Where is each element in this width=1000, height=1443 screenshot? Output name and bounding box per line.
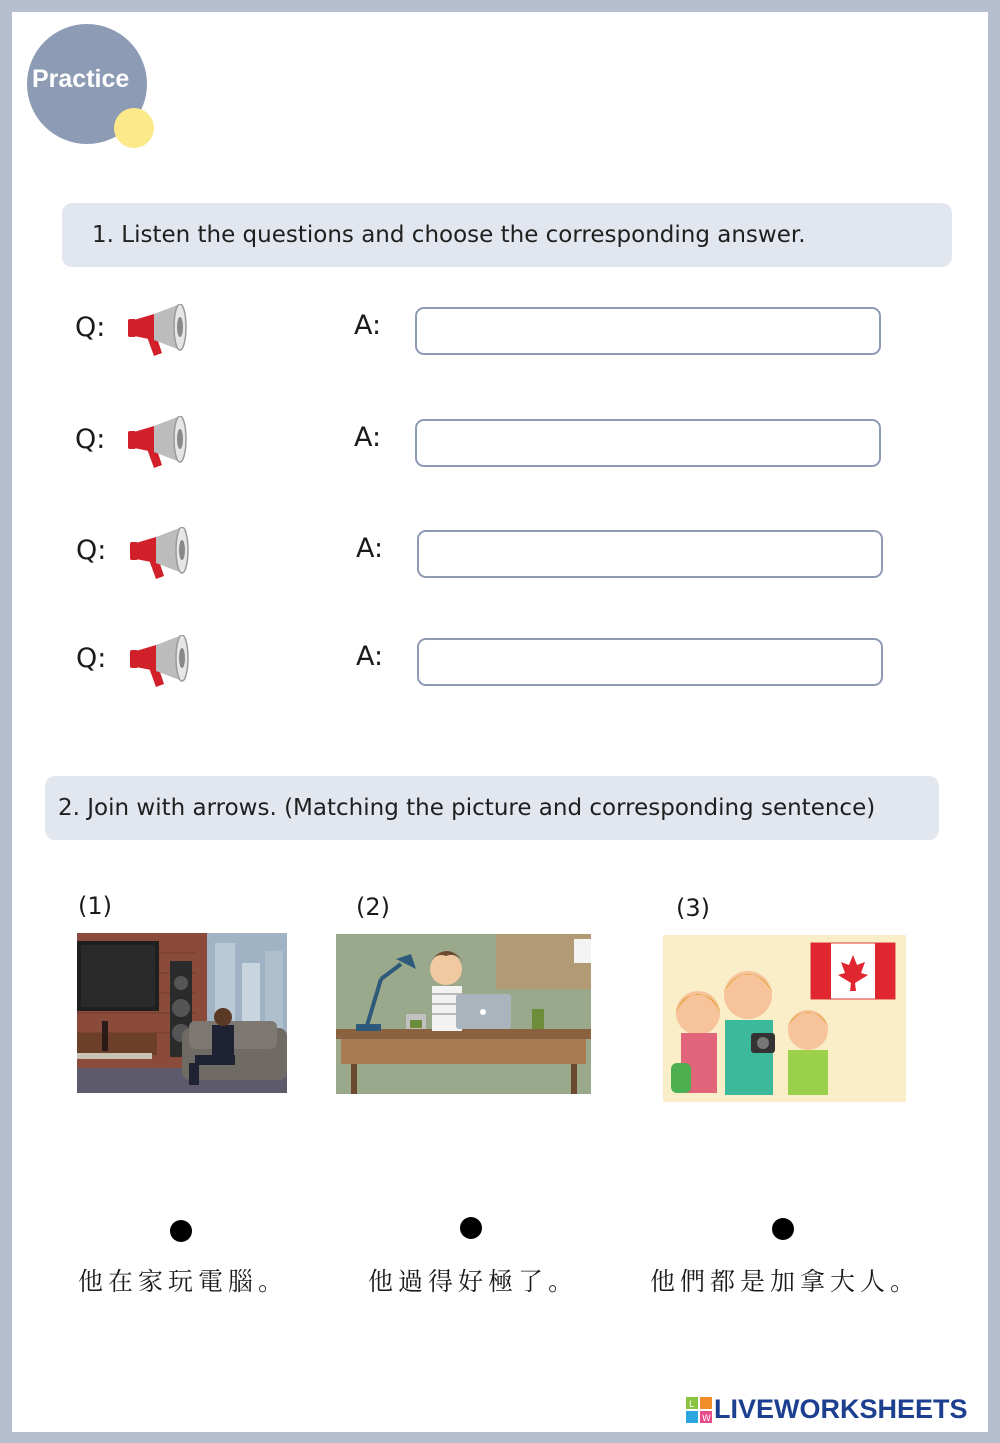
answer-input-4[interactable]: [417, 638, 883, 686]
section-1-instruction: [62, 203, 952, 267]
liveworksheets-footer: [686, 1394, 968, 1425]
megaphone-icon[interactable]: [124, 416, 188, 472]
badge-accent-dot: [114, 108, 154, 148]
section-1-title: 1. Listen the questions and choose the corresponding answer.: [92, 222, 806, 248]
answer-input-1[interactable]: [415, 307, 881, 355]
question-label: Q:: [75, 312, 106, 343]
liveworksheets-brand: LIVEWORKSHEETS: [714, 1394, 968, 1424]
sentence-2: 他過得好極了。: [368, 1267, 579, 1296]
picture-label-2: (2): [356, 893, 390, 921]
sentence-3: 他們都是加拿大人。: [650, 1267, 921, 1296]
match-dot-2[interactable]: [460, 1217, 482, 1239]
logo-letter-l: L: [689, 1399, 695, 1410]
megaphone-icon[interactable]: [126, 635, 190, 691]
answer-label: A:: [354, 310, 382, 341]
question-label: Q:: [75, 424, 106, 455]
match-dot-3[interactable]: [772, 1218, 794, 1240]
picture-man-relaxing-on-couch: [77, 933, 287, 1093]
worksheet-page: [12, 12, 988, 1432]
section-2-title: 2. Join with arrows. (Matching the picture and corresponding sentence): [58, 795, 876, 821]
megaphone-icon[interactable]: [124, 304, 188, 360]
sentence-1: 他在家玩電腦。: [78, 1267, 289, 1296]
liveworksheets-logo-icon: [686, 1397, 714, 1423]
question-label: Q:: [76, 643, 107, 674]
megaphone-icon[interactable]: [126, 527, 190, 583]
answer-label: A:: [356, 641, 384, 672]
section-2-instruction: [45, 776, 939, 840]
logo-letter-w: W: [702, 1413, 711, 1423]
picture-canadian-family: [663, 935, 906, 1102]
question-label: Q:: [76, 535, 107, 566]
picture-young-man-at-desk: [336, 934, 591, 1094]
practice-badge-label: Practice: [32, 65, 130, 93]
picture-label-1: (1): [78, 892, 112, 920]
answer-input-2[interactable]: [415, 419, 881, 467]
answer-input-3[interactable]: [417, 530, 883, 578]
answer-label: A:: [354, 422, 382, 453]
answer-label: A:: [356, 533, 384, 564]
picture-label-3: (3): [676, 894, 710, 922]
match-dot-1[interactable]: [170, 1220, 192, 1242]
